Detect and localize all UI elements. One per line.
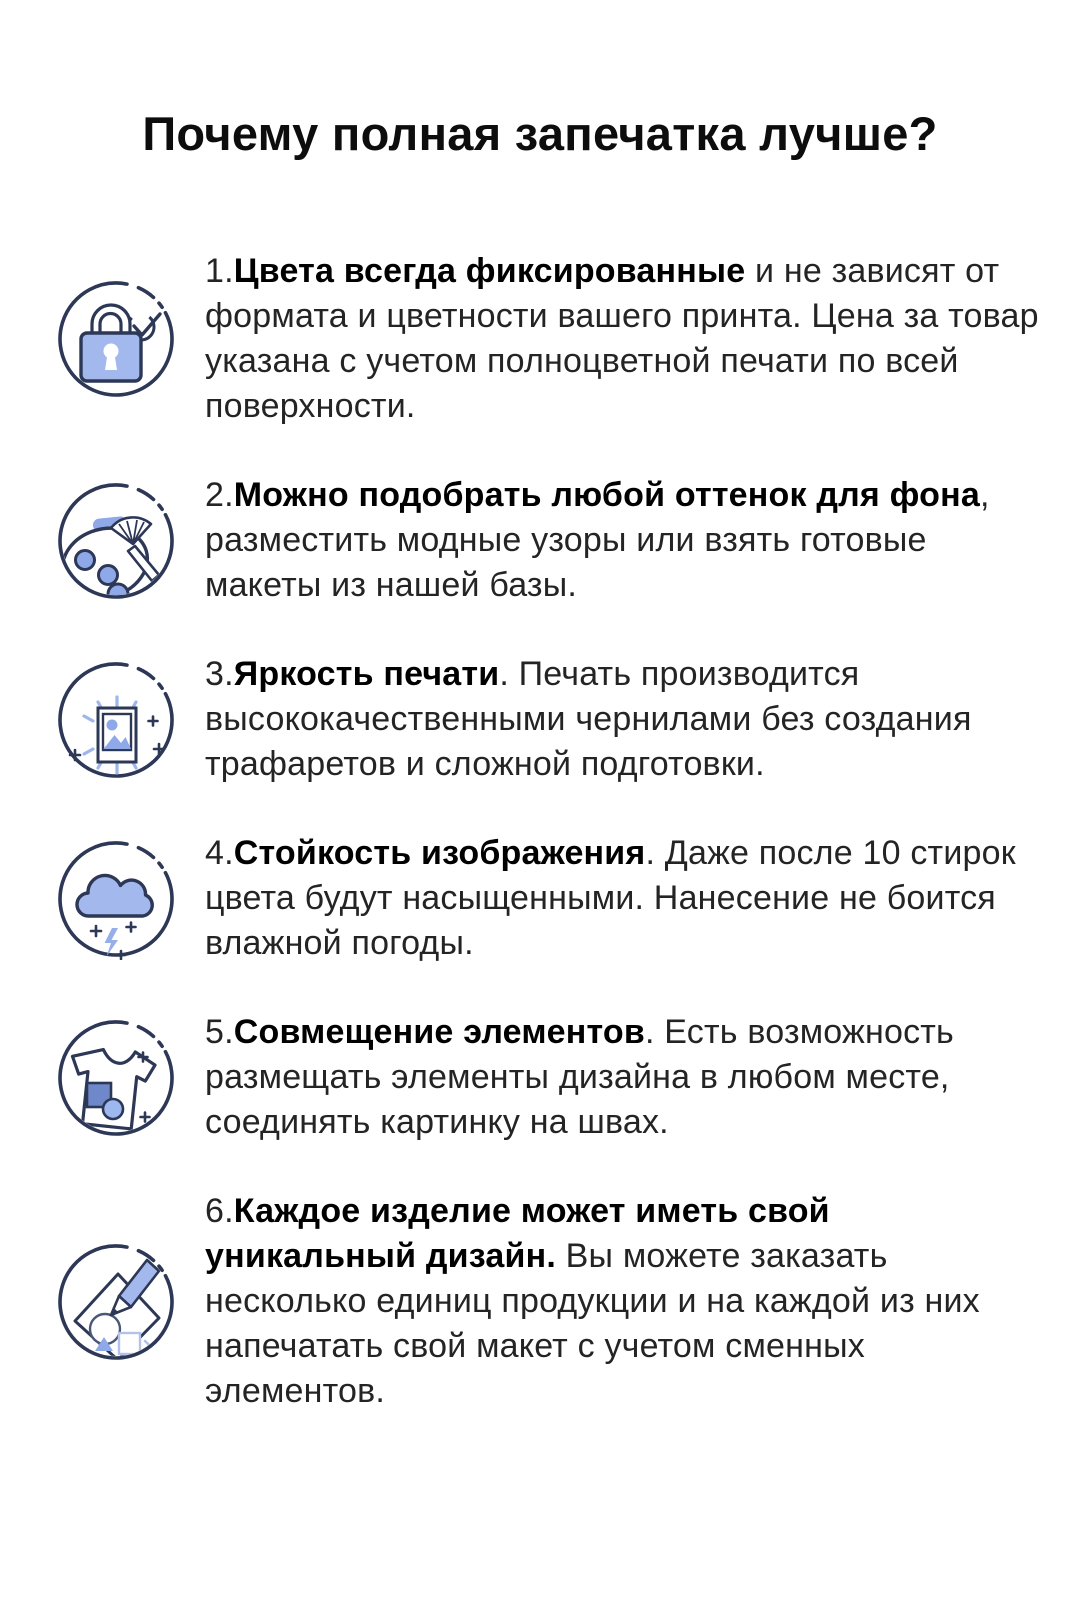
item-body: , разместить модные узоры или взять готовые макеты из нашей базы. <box>205 476 990 604</box>
image-brightness-icon <box>55 659 177 781</box>
benefit-item-4 <box>55 831 1042 966</box>
benefit-item-3 <box>55 652 1042 787</box>
palette-brush-icon <box>55 480 177 602</box>
item-lead: Каждое изделие может иметь свой уникальный дизайн. <box>205 1192 830 1275</box>
item-body: и не зависят от формата и цветности вашего принта. Цена за товар указана с учетом полноцветной печати по всей поверхности. <box>205 252 1039 425</box>
item-body: . Даже после 10 стирок цвета будут насыщенными. Нанесение не боится влажной погоды. <box>205 834 1016 962</box>
benefit-item-5 <box>55 1010 1042 1145</box>
item-body: Вы можете заказать несколько единиц продукции и на каждой из них напечатать свой макет с учетом сменных элементов. <box>205 1237 980 1410</box>
benefit-text <box>205 652 1042 787</box>
item-number: 2. <box>205 476 234 514</box>
item-lead: Можно подобрать любой оттенок для фона <box>233 476 980 514</box>
item-body: . Печать производится высококачественными чернилами без создания трафаретов и сложной подготовки. <box>205 655 972 783</box>
item-lead: Яркость печати <box>233 655 500 693</box>
tshirt-elements-icon <box>55 1017 177 1139</box>
item-lead: Совмещение элементов <box>233 1013 646 1051</box>
benefit-item-1 <box>55 249 1042 429</box>
item-number: 3. <box>205 655 234 693</box>
pencil-design-icon <box>55 1241 177 1363</box>
storm-cloud-icon <box>55 838 177 960</box>
item-body: . Есть возможность размещать элементы дизайна в любом месте, соединять картинку на швах. <box>205 1013 954 1141</box>
benefit-text <box>205 1010 1042 1145</box>
item-lead: Стойкость изображения <box>233 834 646 872</box>
item-number: 5. <box>205 1013 234 1051</box>
item-lead: Цвета всегда фиксированные <box>233 252 746 290</box>
item-number: 6. <box>205 1192 234 1230</box>
benefit-item-2 <box>55 473 1042 608</box>
page-title: Почему полная запечатка лучше? <box>142 107 938 160</box>
item-number: 1. <box>205 252 234 290</box>
lock-check-icon <box>55 278 177 400</box>
benefit-text <box>205 831 1042 966</box>
item-number: 4. <box>205 834 234 872</box>
benefit-text <box>205 473 1042 608</box>
benefit-item-6 <box>55 1189 1042 1414</box>
benefits-list <box>55 249 1042 1414</box>
benefit-text <box>205 249 1042 429</box>
benefit-text <box>205 1189 1042 1414</box>
